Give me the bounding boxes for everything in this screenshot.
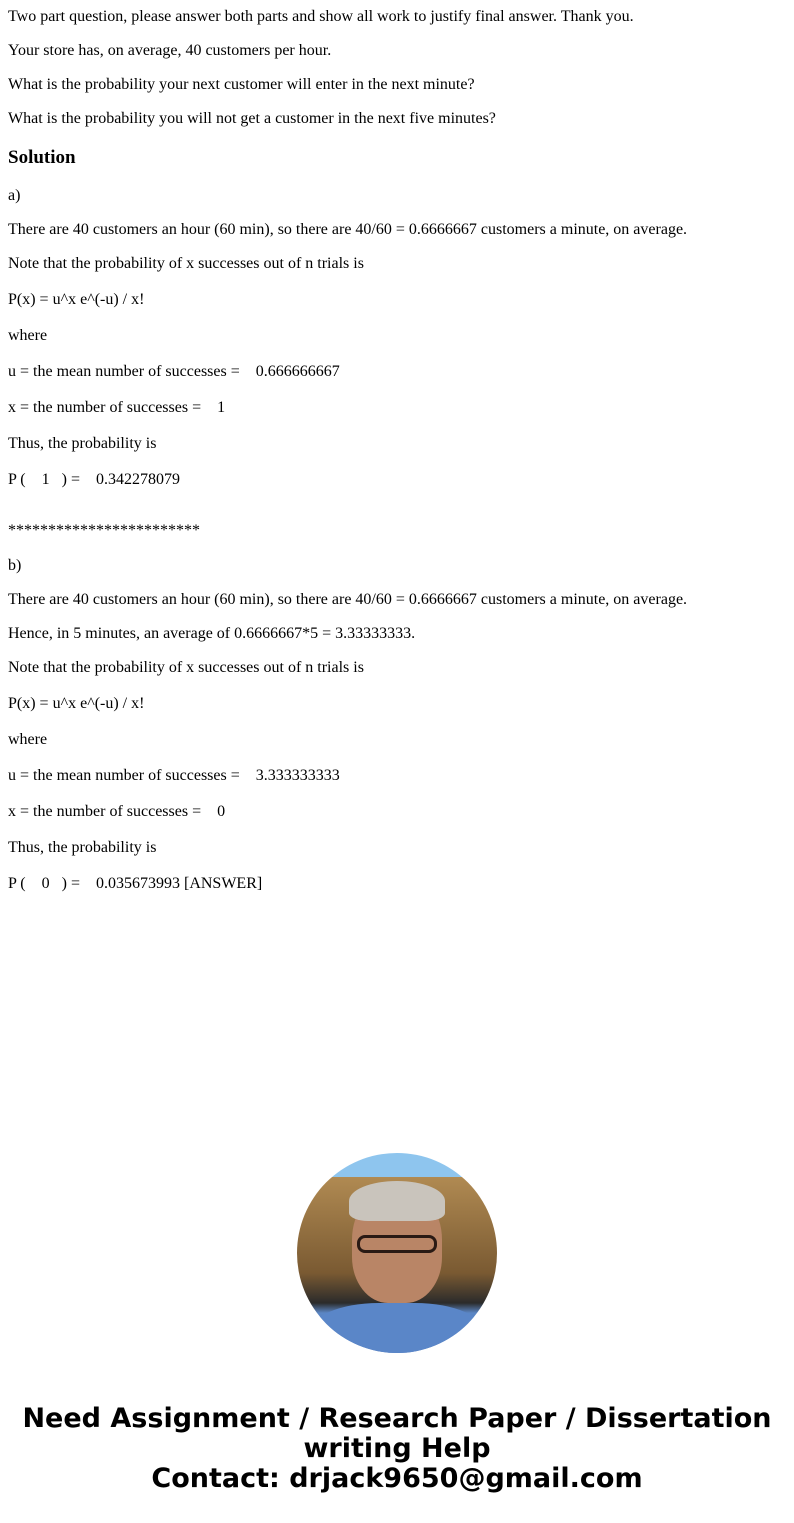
- solution-line: There are 40 customers an hour (60 min), so there are 40/60 = 0.6666667 customers a minute, on average.: [8, 591, 688, 608]
- solution-line: a): [8, 187, 21, 204]
- author-photo: [297, 1153, 497, 1353]
- formula: P(x) = u^x e^(-u) / x!: [8, 695, 145, 712]
- solution-line: u = the mean number of successes = 0.666666667: [8, 363, 340, 380]
- question-line: What is the probability your next customer will enter in the next minute?: [8, 76, 475, 93]
- formula: P(x) = u^x e^(-u) / x!: [8, 291, 145, 308]
- banner-line: writing Help: [303, 1433, 491, 1464]
- answer-a: P ( 1 ) = 0.342278079: [8, 471, 180, 488]
- solution-heading: Solution: [8, 147, 76, 168]
- question-line: Two part question, please answer both parts and show all work to justify final answer. Thank you.: [8, 8, 634, 25]
- photo-hair: [349, 1181, 445, 1221]
- solution-line: where: [8, 327, 48, 344]
- separator: ************************: [8, 522, 200, 539]
- solution-line: u = the mean number of successes = 3.333333333: [8, 767, 340, 784]
- solution-line: x = the number of successes = 0: [8, 803, 226, 820]
- photo-shirt: [307, 1303, 487, 1353]
- solution-line: There are 40 customers an hour (60 min), so there are 40/60 = 0.6666667 customers a minute, on average.: [8, 221, 688, 238]
- question-line: What is the probability you will not get a customer in the next five minutes?: [8, 110, 496, 127]
- solution-line: b): [8, 557, 22, 574]
- photo-glasses: [357, 1235, 437, 1253]
- contact-email: Contact: drjack9650@gmail.com: [151, 1463, 643, 1494]
- banner-line: Need Assignment / Research Paper / Dissertation: [22, 1403, 772, 1434]
- answer-b: P ( 0 ) = 0.035673993 [ANSWER]: [8, 875, 263, 892]
- solution-line: Hence, in 5 minutes, an average of 0.6666667*5 = 3.33333333.: [8, 625, 416, 642]
- solution-line: Thus, the probability is: [8, 435, 157, 452]
- solution-line: where: [8, 731, 48, 748]
- solution-line: Note that the probability of x successes out of n trials is: [8, 255, 364, 272]
- solution-line: Note that the probability of x successes out of n trials is: [8, 659, 364, 676]
- solution-line: x = the number of successes = 1: [8, 399, 226, 416]
- contact-banner: [0, 1404, 794, 1494]
- solution-line: Thus, the probability is: [8, 839, 157, 856]
- question-line: Your store has, on average, 40 customers per hour.: [8, 42, 332, 59]
